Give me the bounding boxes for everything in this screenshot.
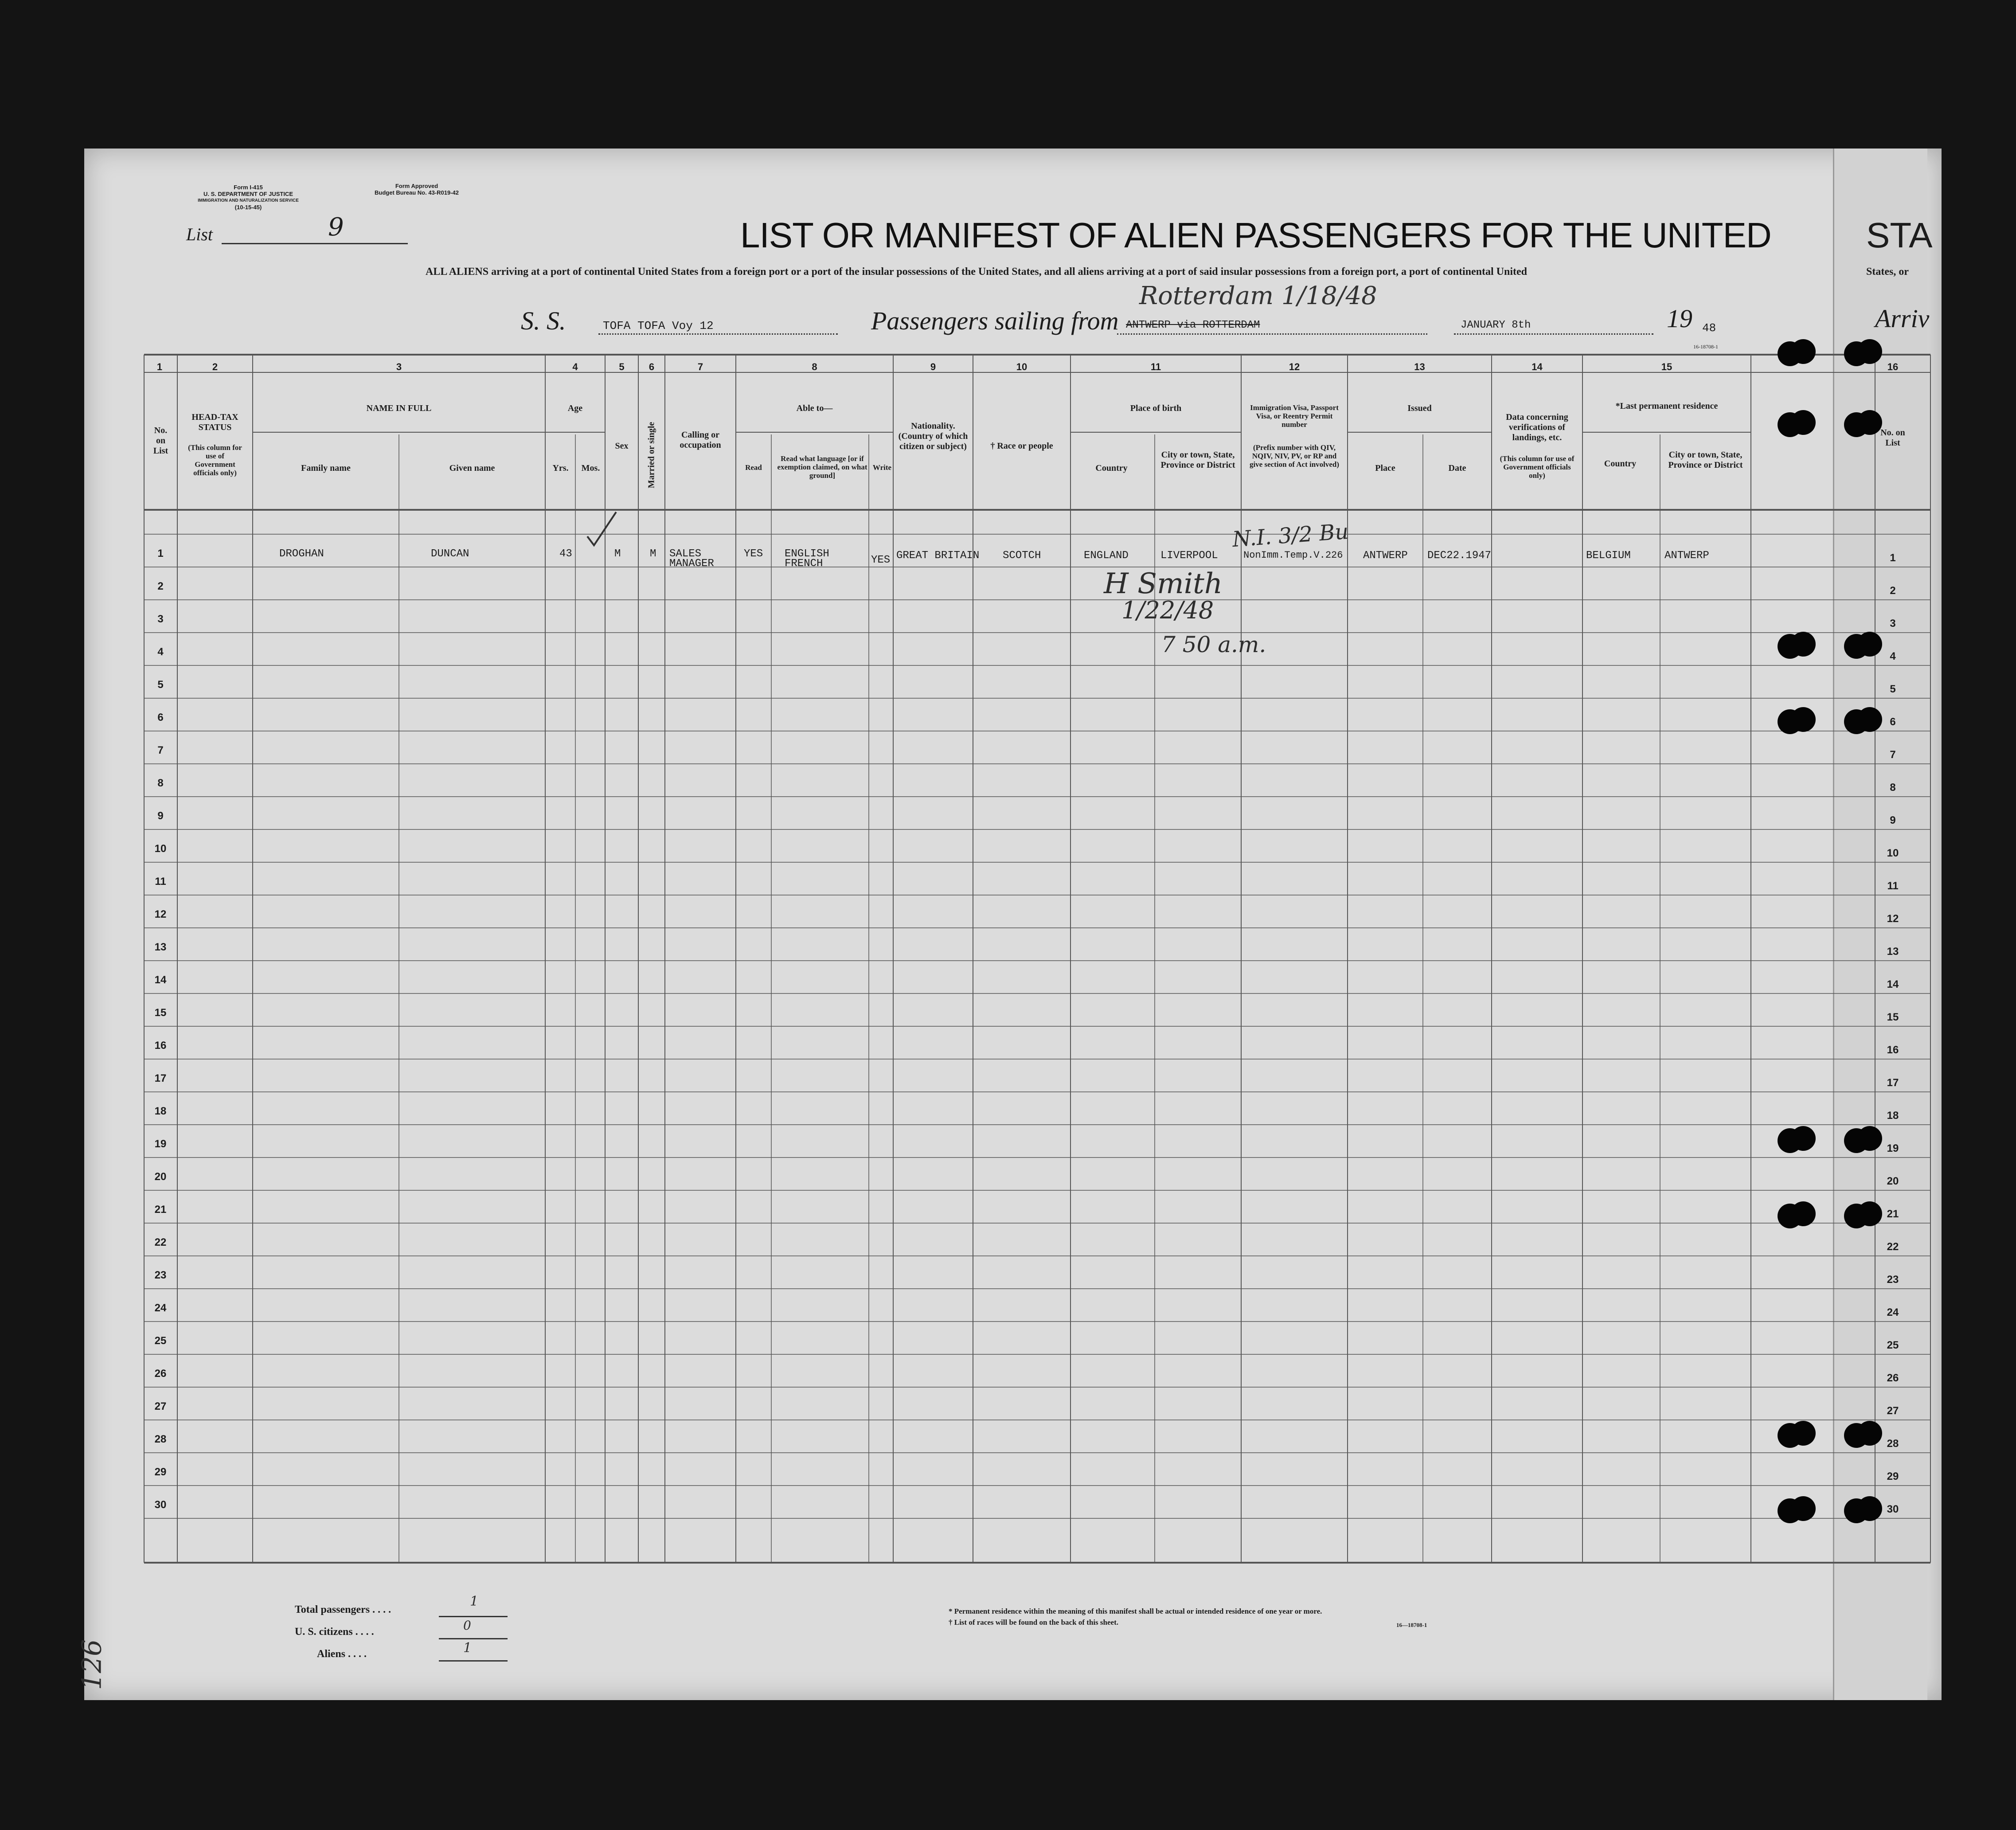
header-data-concerning: Data concerning verifications of landings, etc. — [1506, 412, 1568, 442]
us-citizens-line — [439, 1638, 508, 1639]
ss-label: S. S. — [521, 306, 566, 335]
col-number: 9 — [930, 361, 936, 372]
row-number: 8 — [157, 777, 164, 789]
aliens-value: 1 — [463, 1640, 472, 1656]
row-number: 23 — [154, 1269, 167, 1281]
passenger-calling-2: MANAGER — [669, 558, 714, 570]
service-name: IMMIGRATION AND NATURALIZATION SERVICE — [198, 198, 299, 203]
col-number: 1 — [156, 361, 163, 372]
header-write: Write — [872, 463, 892, 472]
row-number-right: 10 — [1887, 847, 1899, 859]
page-subtitle: ALL ALIENS arriving at a port of continental United States from a foreign port or a port of the insular possessions of the United States, and all aliens arriving at a port of said insular possessions from a foreign port, a port of continental United — [426, 266, 1527, 278]
header-family-name: Family name — [301, 463, 351, 473]
col-number: 6 — [649, 361, 655, 372]
header-issued-date: Date — [1448, 463, 1466, 473]
passenger-language-2: FRENCH — [785, 558, 823, 570]
passenger-sex: M — [614, 548, 621, 560]
row-number: 4 — [157, 646, 164, 658]
header-yrs: Yrs. — [552, 463, 569, 473]
visa-handwritten-note: N.I. 3/2 Bu — [1231, 519, 1349, 552]
row-number: 20 — [154, 1171, 167, 1183]
row-number-right: 23 — [1887, 1274, 1899, 1286]
row-number-right: 3 — [1890, 618, 1896, 630]
header-issued: Issued — [1407, 403, 1432, 413]
punch-hole — [1857, 339, 1882, 364]
punch-hole — [1857, 1496, 1882, 1521]
sailing-label: Passengers sailing from — [871, 306, 1119, 335]
punch-hole — [1791, 339, 1816, 364]
form-print-code: 16-18708-1 — [1693, 344, 1718, 350]
header-nationality: Nationality. (Country of which citizen or subject) — [898, 421, 968, 451]
inspector-signature: H Smith — [1104, 567, 1223, 600]
form-approved: Form Approved — [395, 183, 438, 189]
punch-hole — [1857, 1201, 1882, 1226]
row-number-right: 14 — [1887, 978, 1899, 990]
row-number: 16 — [154, 1040, 167, 1052]
department-name: U. S. DEPARTMENT OF JUSTICE — [203, 191, 293, 197]
row-number-right: 22 — [1887, 1241, 1899, 1253]
row-number-right: 17 — [1887, 1077, 1899, 1089]
punch-hole — [1791, 1421, 1816, 1446]
header-visa: Immigration Visa, Passport Visa, or Reentry Permit number — [1250, 403, 1339, 429]
aliens-label: Aliens . . . . — [317, 1648, 367, 1660]
passenger-calling-1: SALES — [669, 548, 702, 560]
passenger-given-name: DUNCAN — [431, 548, 469, 560]
row-number: 9 — [157, 810, 164, 822]
row-number: 21 — [154, 1204, 167, 1216]
row-number-right: 15 — [1887, 1011, 1899, 1023]
header-read-language: Read what language [or if exemption claimed, on what ground] — [777, 454, 867, 480]
budget-number: Budget Bureau No. 43-R019-42 — [375, 189, 459, 196]
row-number-right: 19 — [1887, 1142, 1899, 1154]
row-number: 18 — [154, 1105, 167, 1117]
passenger-nationality: GREAT BRITAIN — [896, 550, 980, 562]
header-issued-place: Place — [1375, 463, 1395, 473]
passenger-res-country: BELGIUM — [1586, 550, 1631, 562]
row-number-right: 29 — [1887, 1470, 1899, 1482]
row-number-right: 6 — [1890, 716, 1896, 728]
row-number-right: 27 — [1887, 1405, 1899, 1417]
header-no-on-list-right: No. on List — [1880, 428, 1905, 448]
row-number-right: 2 — [1890, 585, 1896, 597]
row-number-right: 9 — [1890, 814, 1896, 826]
passenger-birth-country: ENGLAND — [1084, 550, 1129, 562]
passenger-married: M — [650, 548, 656, 560]
arriving-label: Arriv — [1875, 304, 1930, 333]
col-number: 15 — [1661, 361, 1672, 372]
row-number: 28 — [154, 1433, 167, 1445]
row-number: 11 — [155, 876, 166, 888]
passenger-family-name: DROGHAN — [279, 548, 324, 560]
passenger-write: YES — [871, 554, 891, 566]
row-number-right: 20 — [1887, 1175, 1899, 1187]
col-number: 5 — [619, 361, 625, 372]
row-number: 25 — [154, 1335, 167, 1347]
header-last-residence: *Last permanent residence — [1615, 401, 1718, 411]
col-number: 16 — [1887, 361, 1899, 372]
page-title: LIST OR MANIFEST OF ALIEN PASSENGERS FOR THE UNITED — [740, 215, 1771, 255]
col-number: 8 — [812, 361, 817, 372]
us-citizens-value: 0 — [463, 1618, 471, 1633]
passenger-res-city: ANTWERP — [1664, 550, 1709, 562]
header-head-tax-note: (This column for use of Government officials only) — [188, 443, 242, 477]
header-age: Age — [567, 403, 583, 413]
total-passengers-label: Total passengers . . . . — [295, 1604, 391, 1615]
footnote-code: 16—18708-1 — [1396, 1622, 1427, 1628]
header-mos: Mos. — [581, 463, 600, 473]
col-number: 10 — [1016, 361, 1028, 372]
checkmark — [585, 510, 621, 550]
row-number-right: 24 — [1887, 1306, 1899, 1318]
port-struck: ANTWERP via ROTTERDAM — [1126, 319, 1260, 331]
total-passengers-value: 1 — [470, 1594, 479, 1609]
punch-hole — [1857, 707, 1882, 732]
row-number-right: 26 — [1887, 1372, 1899, 1384]
punch-hole — [1857, 410, 1882, 435]
header-visa-note: (Prefix number with QIV, NQIV, NIV, PV, or RP and give section of Act involved) — [1249, 443, 1340, 469]
ship-name: TOFA TOFA Voy 12 — [603, 319, 714, 332]
row-number-right: 1 — [1890, 552, 1896, 564]
row-number: 5 — [157, 679, 164, 691]
passenger-race: SCOTCH — [1003, 550, 1041, 562]
aliens-line — [439, 1660, 508, 1662]
year-value: 48 — [1702, 321, 1716, 335]
row-number-right: 11 — [1887, 880, 1899, 892]
page-title-continued: STA — [1866, 215, 1933, 255]
row-number: 6 — [157, 712, 164, 723]
row-number: 7 — [157, 744, 164, 756]
row-number-right: 8 — [1890, 782, 1896, 794]
row-number: 19 — [154, 1138, 167, 1150]
header-head-tax: HEAD-TAX STATUS — [191, 412, 238, 432]
punch-hole — [1857, 1126, 1882, 1151]
row-number-right: 21 — [1887, 1208, 1899, 1220]
col-number: 3 — [396, 361, 402, 372]
col-number: 2 — [212, 361, 218, 372]
punch-hole — [1791, 1126, 1816, 1151]
margin-note: 126 — [76, 1639, 108, 1690]
header-res-city: City or town, State, Province or District — [1668, 450, 1743, 470]
header-race: † Race or people — [990, 441, 1053, 451]
row-number-right: 16 — [1887, 1044, 1899, 1056]
page-subtitle-continued: States, or — [1866, 266, 1909, 278]
header-data-note: (This column for use of Government officials only) — [1500, 454, 1575, 480]
passenger-visa: NonImm.Temp.V.226 — [1243, 550, 1343, 561]
col-number: 11 — [1150, 361, 1161, 372]
col-number: 7 — [697, 361, 703, 372]
punch-hole — [1857, 632, 1882, 657]
row-number: 14 — [154, 974, 167, 986]
row-number: 29 — [154, 1466, 167, 1478]
row-number-right: 18 — [1887, 1110, 1899, 1122]
col-number: 13 — [1414, 361, 1425, 372]
punch-hole — [1791, 707, 1816, 732]
row-number: 1 — [157, 547, 164, 559]
passenger-birth-city: LIVERPOOL — [1160, 550, 1218, 562]
row-number: 15 — [154, 1007, 167, 1019]
form-number: Form I-415 — [234, 184, 263, 191]
row-number: 24 — [154, 1302, 167, 1314]
header-read: Read — [745, 463, 762, 472]
header-given-name: Given name — [449, 463, 495, 473]
signature-date: 1/22/48 — [1121, 596, 1214, 624]
footnote-permanent-residence: * Permanent residence within the meaning of this manifest shall be actual or intended residence of one year or more. — [949, 1607, 1322, 1615]
total-passengers-line — [439, 1616, 508, 1617]
header-birth-city: City or town, State, Province or District — [1160, 450, 1235, 470]
header-calling: Calling or occupation — [680, 430, 721, 450]
passenger-issued-date: DEC22.1947 — [1427, 550, 1492, 562]
row-number: 13 — [154, 941, 167, 953]
port-handwritten: Rotterdam 1/18/48 — [1139, 282, 1377, 310]
row-number-right: 7 — [1890, 749, 1896, 761]
row-number: 27 — [154, 1400, 167, 1412]
row-number: 22 — [154, 1236, 167, 1248]
row-number: 2 — [157, 580, 164, 592]
row-number-right: 28 — [1887, 1438, 1899, 1450]
header-res-country: Country — [1604, 459, 1637, 469]
us-citizens-label: U. S. citizens . . . . — [295, 1626, 374, 1638]
header-birth-country: Country — [1095, 463, 1128, 473]
row-number: 3 — [157, 613, 164, 625]
header-able-to: Able to— — [796, 403, 833, 413]
punch-hole — [1791, 1201, 1816, 1226]
header-place-of-birth: Place of birth — [1130, 403, 1182, 413]
arrival-time: 7 50 a.m. — [1161, 632, 1266, 657]
row-number-right: 13 — [1887, 946, 1899, 958]
col-number: 14 — [1532, 361, 1543, 372]
col-number: 12 — [1289, 361, 1300, 372]
sailing-date: JANUARY 8th — [1461, 319, 1531, 331]
row-number: 12 — [154, 908, 167, 920]
row-number: 30 — [154, 1499, 167, 1511]
punch-hole — [1791, 1496, 1816, 1521]
header-no-on-list: No. on List — [153, 426, 168, 456]
col-number: 4 — [572, 361, 578, 372]
header-name-in-full: NAME IN FULL — [366, 403, 432, 413]
passenger-issued-place: ANTWERP — [1363, 550, 1408, 562]
punch-hole — [1857, 1421, 1882, 1446]
footnote-races: † List of races will be found on the back of this sheet. — [949, 1618, 1118, 1627]
header-sex: Sex — [615, 441, 629, 451]
row-number: 26 — [154, 1368, 167, 1380]
passenger-age: 43 — [559, 548, 572, 560]
row-number: 17 — [154, 1072, 167, 1084]
form-edition: (10-15-45) — [234, 204, 262, 211]
row-number-right: 12 — [1887, 913, 1899, 925]
row-number-right: 5 — [1890, 683, 1896, 695]
punch-hole — [1791, 632, 1816, 657]
row-number-right: 30 — [1887, 1503, 1899, 1515]
punch-hole — [1791, 410, 1816, 435]
passenger-language-1: ENGLISH — [785, 548, 829, 560]
list-label: List — [186, 224, 213, 244]
row-number-right: 4 — [1890, 650, 1896, 662]
passenger-read: YES — [744, 548, 763, 560]
list-number: 9 — [328, 213, 344, 242]
row-number-right: 25 — [1887, 1339, 1899, 1351]
year-label: 19 — [1667, 304, 1692, 333]
header-married: Married or single — [646, 422, 656, 489]
row-number: 10 — [154, 843, 167, 855]
